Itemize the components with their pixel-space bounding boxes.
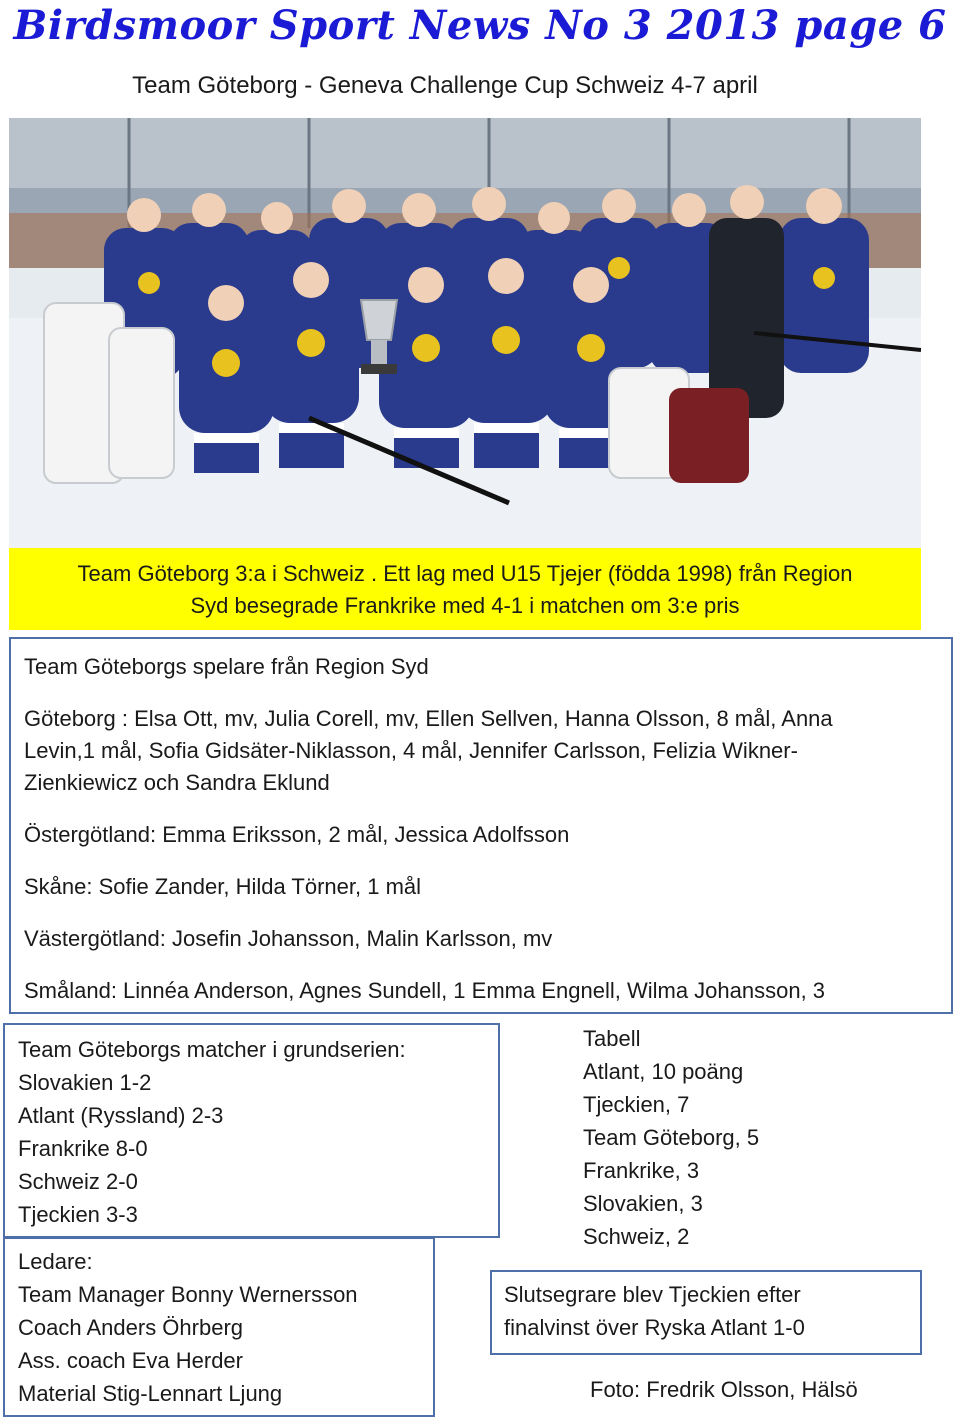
match-result: Atlant (Ryssland) 2-3 <box>18 1103 224 1128</box>
players-goteborg-line: Zienkiewicz och Sandra Eklund <box>24 770 330 795</box>
players-goteborg-line: Levin,1 mål, Sofia Gidsäter-Niklasson, 4 mål, Jennifer Carlsson, Felizia Wikner- <box>24 738 798 763</box>
leaders-heading: Ledare: <box>18 1249 93 1274</box>
standings-row: Slovakien, 3 <box>583 1191 703 1216</box>
standings-row: Frankrike, 3 <box>583 1158 700 1183</box>
winner-box <box>490 1270 922 1355</box>
leaders-box <box>3 1237 435 1417</box>
players-goteborg <box>24 703 951 799</box>
matches-box <box>3 1023 500 1238</box>
winner-line-2: finalvinst över Ryska Atlant 1-0 <box>504 1315 805 1340</box>
standings-heading: Tabell <box>583 1026 641 1051</box>
leader-entry: Material Stig-Lennart Ljung <box>18 1381 283 1406</box>
page-title: Birdsmoor Sport News No 3 2013 page 6 <box>13 2 947 49</box>
standings-table <box>583 1022 759 1253</box>
players-skane: Skåne: Sofie Zander, Hilda Törner, 1 mål <box>24 874 422 899</box>
banner-line-1: Team Göteborg 3:a i Schweiz . Ett lag med U15 Tjejer (födda 1998) från Region <box>77 561 853 586</box>
leader-entry: Ass. coach Eva Herder <box>18 1348 243 1373</box>
match-result: Schweiz 2-0 <box>18 1169 138 1194</box>
matches-heading: Team Göteborgs matcher i grundserien: <box>18 1037 406 1062</box>
players-goteborg-line: Göteborg : Elsa Ott, mv, Julia Corell, mv, Ellen Sellven, Hanna Olsson, 8 mål, Anna <box>24 706 833 731</box>
players-box <box>9 637 953 1014</box>
match-result: Tjeckien 3-3 <box>18 1202 138 1227</box>
winner-line-1: Slutsegrare blev Tjeckien efter <box>504 1282 801 1307</box>
match-result: Frankrike 8-0 <box>18 1136 148 1161</box>
photo-credit: Foto: Fredrik Olsson, Hälsö <box>590 1377 858 1402</box>
match-result: Slovakien 1-2 <box>18 1070 152 1095</box>
standings-row: Team Göteborg, 5 <box>583 1125 760 1150</box>
players-heading: Team Göteborgs spelare från Region Syd <box>24 654 429 679</box>
standings-row: Atlant, 10 poäng <box>583 1059 744 1084</box>
article-subtitle: Team Göteborg - Geneva Challenge Cup Schweiz 4-7 april <box>132 72 758 99</box>
leader-entry: Team Manager Bonny Wernersson <box>18 1282 358 1307</box>
banner-line-2: Syd besegrade Frankrike med 4-1 i matchen om 3:e pris <box>190 593 740 618</box>
standings-row: Schweiz, 2 <box>583 1224 690 1249</box>
players-ostergotland: Östergötland: Emma Eriksson, 2 mål, Jessica Adolfsson <box>24 822 570 847</box>
players-smaland: Småland: Linnéa Anderson, Agnes Sundell, 1 Emma Engnell, Wilma Johansson, 3 <box>24 978 826 1003</box>
summary-banner <box>9 548 921 630</box>
standings-row: Tjeckien, 7 <box>583 1092 690 1117</box>
leader-entry: Coach Anders Öhrberg <box>18 1315 244 1340</box>
team-photo <box>9 118 921 548</box>
players-vastergotland: Västergötland: Josefin Johansson, Malin Karlsson, mv <box>24 926 553 951</box>
